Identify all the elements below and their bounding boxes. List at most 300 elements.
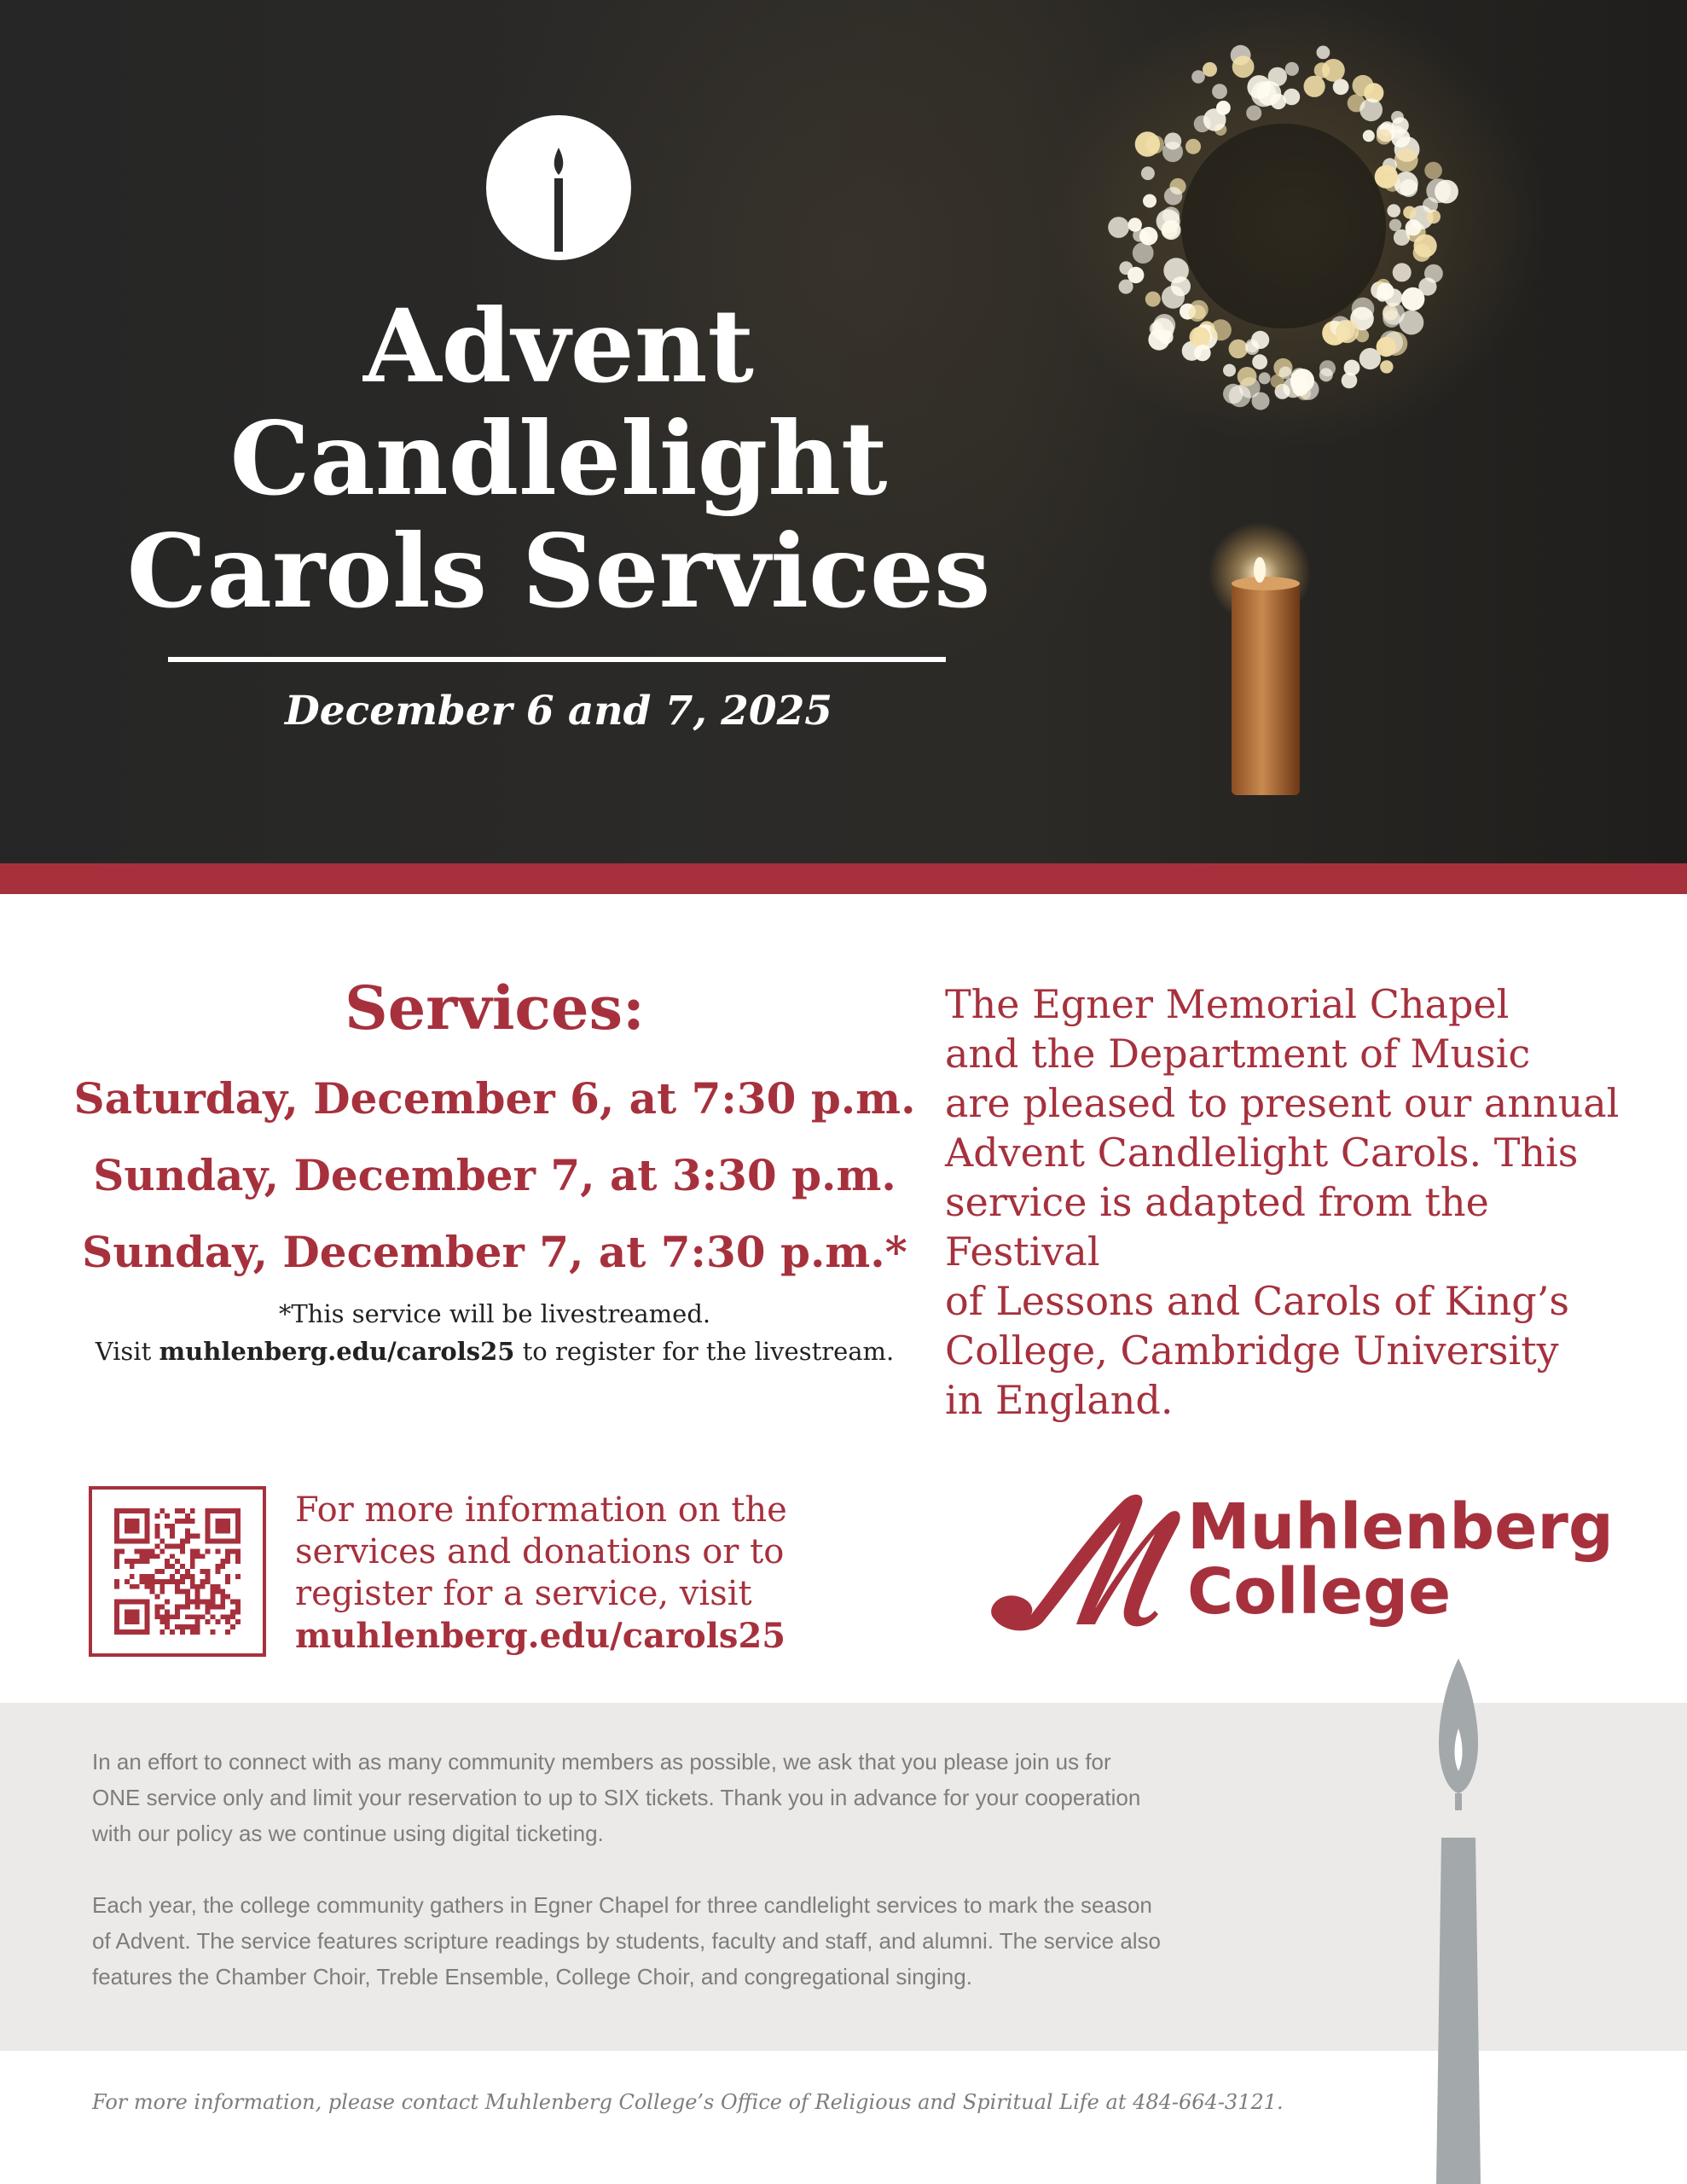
qr-module [230,1614,235,1619]
bokeh-light [1387,204,1400,218]
qr-module [149,1548,154,1554]
qr-module [185,1574,190,1579]
qr-module [114,1534,119,1539]
bokeh-light [1246,106,1261,121]
hero-banner [0,0,1687,863]
qr-module [180,1589,185,1594]
qr-module [220,1614,225,1619]
qr-module [145,1548,150,1554]
qr-module [114,1554,119,1559]
qr-module [210,1629,215,1635]
qr-module [206,1548,211,1554]
qr-module [159,1584,165,1589]
bokeh-light [1406,219,1422,235]
qr-module [200,1584,206,1589]
qr-module [165,1624,170,1629]
accent-band [0,863,1687,894]
qr-module [215,1529,220,1534]
qr-module [180,1629,185,1635]
qr-module [185,1569,190,1574]
qr-module [195,1614,200,1619]
qr-module [135,1619,140,1624]
qr-module [185,1534,190,1539]
service-time-3: Sunday, December 7, at 7:30 p.m.* [82,1227,907,1277]
service-time-1: Saturday, December 6, at 7:30 p.m. [73,1073,916,1124]
qr-module [185,1594,190,1600]
qr-module [145,1534,150,1539]
qr-module [220,1594,225,1600]
bokeh-light [1252,354,1267,369]
qr-module [165,1513,170,1519]
qr-module [159,1508,165,1513]
qr-module [190,1624,195,1629]
qr-module [114,1524,119,1529]
qr-module [135,1524,140,1529]
bokeh-light [1283,377,1303,398]
bokeh-light [1284,89,1301,106]
qr-module [175,1543,180,1548]
qr-module [180,1579,185,1584]
qr-module [135,1609,140,1614]
qr-module [195,1604,200,1609]
qr-module [114,1614,119,1619]
bokeh-light [1159,330,1174,345]
qr-module [145,1539,150,1544]
qr-module [215,1539,220,1544]
qr-module [159,1579,165,1584]
livestream-note [68,1295,921,1370]
qr-module [185,1600,190,1605]
qr-module [149,1584,154,1589]
qr-module [180,1548,185,1554]
event-date: December 6 and 7, 2025 [285,688,832,735]
qr-module [170,1574,175,1579]
qr-module [175,1614,180,1619]
qr-module [130,1629,135,1635]
livestream-note-prefix: Visit [95,1337,159,1366]
bokeh-light [1317,46,1330,60]
qr-module [125,1529,130,1534]
qr-module [185,1614,190,1619]
qr-module [145,1614,150,1619]
qr-module [185,1513,190,1519]
qr-module [130,1524,135,1529]
more-info-block [295,1490,841,1657]
qr-module [135,1548,140,1554]
qr-module [130,1519,135,1524]
bokeh-light [1229,385,1251,407]
bokeh-light [1391,129,1410,148]
qr-module [225,1508,230,1513]
bokeh-light [1119,261,1133,275]
qr-module [114,1604,119,1609]
qr-module [175,1609,180,1614]
qr-module [145,1574,150,1579]
qr-module [170,1524,175,1529]
qr-module [185,1539,190,1544]
qr-module [114,1609,119,1614]
qr-module [206,1579,211,1584]
qr-module [130,1564,135,1569]
bokeh-light [1304,76,1325,97]
qr-module [125,1579,130,1584]
bokeh-light [1285,62,1299,76]
qr-module [114,1513,119,1519]
qr-module [195,1594,200,1600]
qr-module [195,1534,200,1539]
lit-candle-image [1209,522,1311,795]
qr-module [215,1508,220,1513]
qr-module [206,1619,211,1624]
qr-module [235,1524,241,1529]
intro-paragraph [945,979,1644,1425]
bokeh-light [1389,219,1401,231]
qr-module [225,1539,230,1544]
qr-module [190,1534,195,1539]
qr-module [185,1589,190,1594]
qr-module [145,1624,150,1629]
candle-silhouette-icon [1399,1655,1518,2184]
qr-module [149,1554,154,1559]
qr-module [225,1519,230,1524]
qr-module [114,1584,119,1589]
qr-module [125,1614,130,1619]
muhlenberg-m-logo-icon [979,1481,1184,1635]
qr-module [145,1524,150,1529]
qr-module [235,1548,241,1554]
qr-module [220,1564,225,1569]
qr-module [125,1524,130,1529]
qr-module [130,1614,135,1619]
policy-line: features the Chamber Choir, Treble Ensemble, College Choir, and congregational singing. [92,1964,972,1989]
qr-module [235,1609,241,1614]
qr-module [140,1629,145,1635]
qr-module [200,1579,206,1584]
qr-module [190,1519,195,1524]
qr-module [125,1600,130,1605]
bokeh-light [1380,360,1393,373]
qr-module [185,1624,190,1629]
qr-module [154,1604,159,1609]
qr-module [206,1513,211,1519]
qr-module [190,1614,195,1619]
qr-module [200,1614,206,1619]
intro-line: Advent Candlelight Carols. This [945,1130,1579,1176]
qr-module [170,1614,175,1619]
qr-module [230,1539,235,1544]
bokeh-light [1194,345,1210,361]
qr-module [154,1524,159,1529]
bokeh-light [1400,311,1424,335]
qr-module [230,1600,235,1605]
qr-module [206,1534,211,1539]
service-time-2: Sunday, December 7, at 3:30 p.m. [93,1150,896,1200]
college-name [1187,1490,1614,1629]
qr-module [220,1508,225,1513]
qr-module [215,1569,220,1574]
more-info-line: register for a service, visit [295,1574,752,1613]
qr-module [165,1579,170,1584]
qr-module [225,1554,230,1559]
more-info-line: services and donations or to [295,1532,785,1571]
qr-module [206,1529,211,1534]
qr-module [195,1619,200,1624]
qr-module [154,1569,159,1574]
qr-module [175,1519,180,1524]
qr-module [125,1559,130,1564]
policy-line: ONE service only and limit your reservation to up to SIX tickets. Thank you in advance for your cooperation [92,1785,1141,1810]
qr-module [225,1594,230,1600]
bokeh-light [1135,131,1160,156]
qr-module [125,1609,130,1614]
qr-module [154,1594,159,1600]
qr-module [220,1529,225,1534]
qr-module [215,1619,220,1624]
qr-module [235,1574,241,1579]
qr-module [145,1619,150,1624]
qr-module [235,1554,241,1559]
qr-module [135,1584,140,1589]
qr-module [206,1524,211,1529]
policy-line: of Advent. The service features scripture readings by students, faculty and staff, and alumni. The service also [92,1928,1162,1954]
qr-module [135,1529,140,1534]
qr-module [145,1604,150,1609]
qr-module [180,1543,185,1548]
qr-module [145,1579,150,1584]
qr-module [135,1519,140,1524]
bokeh-light [1203,108,1226,131]
qr-module [180,1564,185,1569]
bokeh-light [1336,320,1359,343]
qr-module [210,1539,215,1544]
qr-module [220,1604,225,1609]
qr-module [159,1569,165,1574]
qr-module [165,1600,170,1605]
qr-module [175,1589,180,1594]
qr-module [175,1508,180,1513]
bokeh-light [1191,70,1205,84]
qr-module [220,1524,225,1529]
bokeh-light [1186,139,1201,154]
qr-module [195,1554,200,1559]
qr-module [114,1548,119,1554]
intro-line: and the Department of Music [945,1031,1531,1077]
qr-module [114,1529,119,1534]
bokeh-light [1133,242,1154,264]
qr-module [135,1508,140,1513]
qr-module [210,1600,215,1605]
qr-module [206,1539,211,1544]
qr-module [130,1609,135,1614]
qr-module [119,1548,125,1554]
qr-module [190,1574,195,1579]
qr-module [206,1574,211,1579]
qr-module [235,1508,241,1513]
qr-module [149,1579,154,1584]
bokeh-light [1363,130,1375,142]
qr-module [220,1519,225,1524]
qr-module [145,1629,150,1635]
qr-module [145,1529,150,1534]
qr-module [190,1559,195,1564]
title-divider [168,657,946,662]
qr-module [230,1508,235,1513]
bokeh-light [1189,305,1206,322]
qr-module [210,1604,215,1609]
qr-module [119,1539,125,1544]
qr-module [175,1579,180,1584]
qr-module [235,1600,241,1605]
qr-module [195,1624,200,1629]
qr-module [175,1624,180,1629]
bokeh-light [1190,327,1211,348]
qr-module [235,1539,241,1544]
qr-module [140,1508,145,1513]
qr-module [159,1614,165,1619]
qr-module [135,1559,140,1564]
intro-line: in England. [945,1377,1174,1423]
qr-module [159,1629,165,1635]
qr-module [154,1543,159,1548]
qr-module [135,1600,140,1605]
qr-module [206,1508,211,1513]
qr-module [225,1619,230,1624]
qr-module [185,1604,190,1609]
intro-line: service is adapted from the Festival [945,1179,1489,1275]
bokeh-light [1352,298,1375,321]
qr-module [154,1534,159,1539]
livestream-url-link[interactable]: muhlenberg.edu/carols25 [159,1337,515,1366]
qr-module [225,1548,230,1554]
qr-module [235,1534,241,1539]
qr-module [170,1529,175,1534]
qr-module [175,1559,180,1564]
qr-module [206,1600,211,1605]
qr-module [159,1604,165,1609]
bokeh-light [1319,368,1333,381]
qr-module [190,1584,195,1589]
qr-module [180,1519,185,1524]
qr-module [190,1508,195,1513]
qr-module [145,1584,150,1589]
qr-module [154,1609,159,1614]
wreath-bokeh-lights [1108,45,1458,410]
qr-module [210,1584,215,1589]
bokeh-light [1413,244,1431,262]
qr-module [230,1624,235,1629]
bokeh-light [1128,218,1142,231]
bokeh-light [1394,148,1418,172]
qr-code-frame[interactable] [89,1486,266,1657]
qr-module [165,1564,170,1569]
qr-module [135,1629,140,1635]
qr-module [159,1539,165,1544]
qr-module [165,1524,170,1529]
intro-line: of Lessons and Carols of King’s [945,1278,1569,1324]
qr-module [154,1554,159,1559]
more-info-url-link[interactable]: muhlenberg.edu/carols25 [295,1616,786,1656]
qr-module [215,1524,220,1529]
qr-module [230,1548,235,1554]
qr-module [180,1539,185,1544]
qr-module [195,1589,200,1594]
qr-module [170,1534,175,1539]
qr-module [154,1579,159,1584]
qr-module [235,1604,241,1609]
qr-module [130,1559,135,1564]
qr-module [235,1529,241,1534]
qr-module [175,1584,180,1589]
wreath-center [1181,124,1386,328]
qr-module [210,1508,215,1513]
qr-module [225,1529,230,1534]
qr-module [130,1539,135,1544]
qr-module [125,1539,130,1544]
qr-module [190,1629,195,1635]
qr-module [190,1600,195,1605]
qr-module [225,1629,230,1635]
qr-module [195,1629,200,1635]
qr-module [170,1579,175,1584]
qr-module [140,1539,145,1544]
intro-line: College, Cambridge University [945,1327,1559,1374]
qr-module [215,1589,220,1594]
qr-module [114,1559,119,1564]
qr-module [114,1519,119,1524]
qr-module [190,1554,195,1559]
qr-module [175,1604,180,1609]
qr-module [210,1594,215,1600]
qr-module [140,1579,145,1584]
qr-module [130,1508,135,1513]
qr-module [200,1554,206,1559]
livestream-note-line1: *This service will be livestreamed. [278,1299,711,1328]
bokeh-light [1424,264,1443,283]
bokeh-light [1401,288,1424,311]
title-line-3: Carols Services [126,512,991,630]
qr-module [165,1609,170,1614]
qr-module [140,1554,145,1559]
qr-module [135,1614,140,1619]
qr-module [230,1609,235,1614]
qr-module [220,1589,225,1594]
bokeh-light [1245,341,1259,355]
bokeh-light [1259,372,1271,384]
qr-module [145,1609,150,1614]
qr-module [125,1508,130,1513]
contact-info: For more information, please contact Muhlenberg College’s Office of Religious and Spiritual Life at 484-664-3121. [92,2090,1284,2114]
bokeh-light [1377,289,1388,301]
qr-module [235,1513,241,1519]
qr-module [119,1508,125,1513]
qr-module [125,1629,130,1635]
qr-code-icon[interactable] [111,1508,244,1635]
qr-module [225,1524,230,1529]
bokeh-light [1143,195,1157,208]
qr-module [154,1529,159,1534]
qr-module [145,1508,150,1513]
qr-module [225,1559,230,1564]
qr-module [225,1579,230,1584]
qr-module [215,1604,220,1609]
qr-module [206,1569,211,1574]
qr-module [235,1619,241,1624]
college-name-line1: Muhlenberg [1187,1490,1614,1564]
qr-module [185,1529,190,1534]
qr-module [145,1600,150,1605]
policy-line: with our policy as we continue using digital ticketing. [92,1821,604,1846]
qr-module [215,1548,220,1554]
